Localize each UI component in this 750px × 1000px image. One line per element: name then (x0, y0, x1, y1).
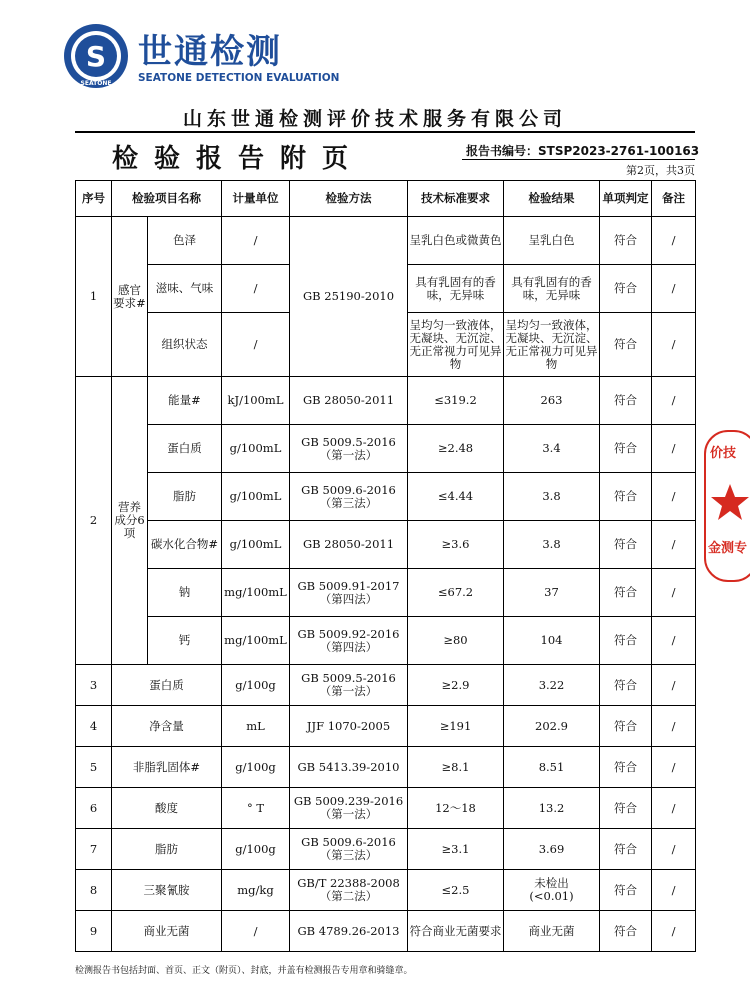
item-unit: / (222, 313, 290, 377)
item-standard: ≤2.5 (408, 870, 504, 911)
item-judgement: 符合 (600, 313, 652, 377)
item-result: 202.9 (504, 706, 600, 747)
item-standard: ≥3.6 (408, 521, 504, 569)
item-method: JJF 1070-2005 (290, 706, 408, 747)
item-standard: 具有乳固有的香味，无异味 (408, 265, 504, 313)
item-note: / (652, 569, 696, 617)
item-result: 3.8 (504, 521, 600, 569)
item-result: 263 (504, 377, 600, 425)
item-name: 钙 (148, 617, 222, 665)
table-row (76, 425, 696, 473)
item-name: 非脂乳固体# (112, 747, 222, 788)
item-unit: g/100mL (222, 425, 290, 473)
item-judgement: 符合 (600, 217, 652, 265)
item-note: / (652, 829, 696, 870)
item-result: 3.4 (504, 425, 600, 473)
company-logo-icon (62, 22, 130, 90)
row-no: 3 (76, 665, 112, 706)
item-name: 蛋白质 (112, 665, 222, 706)
table-row (76, 521, 696, 569)
row-no: 5 (76, 747, 112, 788)
page-title: 检验报告附页 (112, 144, 365, 174)
table-row (76, 911, 696, 952)
item-judgement: 符合 (600, 747, 652, 788)
item-method: GB 5009.6-2016 （第三法） (290, 829, 408, 870)
company-name: 山东世通检测评价技术服务有限公司 (182, 108, 567, 130)
item-unit: mL (222, 706, 290, 747)
table-row (76, 569, 696, 617)
item-result: 未检出 (<0.01) (504, 870, 600, 911)
item-result: 104 (504, 617, 600, 665)
item-method: GB 4789.26-2013 (290, 911, 408, 952)
table-row (76, 829, 696, 870)
item-name: 蛋白质 (148, 425, 222, 473)
item-standard: ≤319.2 (408, 377, 504, 425)
table-header-row (76, 181, 696, 217)
item-note: / (652, 425, 696, 473)
item-judgement: 符合 (600, 870, 652, 911)
item-note: / (652, 747, 696, 788)
item-result: 37 (504, 569, 600, 617)
item-method: GB 5009.239-2016 （第一法） (290, 788, 408, 829)
header-item: 检验项目名称 (112, 181, 222, 217)
header-unit: 计量单位 (222, 181, 290, 217)
item-judgement: 符合 (600, 829, 652, 870)
item-judgement: 符合 (600, 377, 652, 425)
item-result: 3.22 (504, 665, 600, 706)
official-seal-stamp (704, 430, 750, 582)
item-unit: g/100mL (222, 473, 290, 521)
table-row (76, 217, 696, 265)
item-method: GB 28050-2011 (290, 377, 408, 425)
header-divider (75, 131, 695, 133)
item-unit: ° T (222, 788, 290, 829)
item-standard: ≥2.48 (408, 425, 504, 473)
report-number: 报告书编号：STSP2023-2761-100163 (466, 144, 700, 158)
row-no: 4 (76, 706, 112, 747)
item-name: 商业无菌 (112, 911, 222, 952)
group-category: 感官要求# (112, 217, 148, 377)
item-judgement: 符合 (600, 788, 652, 829)
item-standard: ≥80 (408, 617, 504, 665)
item-standard: ≥3.1 (408, 829, 504, 870)
row-no: 2 (76, 377, 112, 665)
item-unit: mg/kg (222, 870, 290, 911)
item-judgement: 符合 (600, 706, 652, 747)
item-method: GB 5009.92-2016 （第四法） (290, 617, 408, 665)
stamp-top-text: 价技 (710, 446, 737, 461)
logo-ring-text: SEATONE (80, 80, 112, 87)
item-result: 呈乳白色 (504, 217, 600, 265)
item-name: 脂肪 (112, 829, 222, 870)
item-judgement: 符合 (600, 265, 652, 313)
item-note: / (652, 617, 696, 665)
item-judgement: 符合 (600, 617, 652, 665)
row-no: 7 (76, 829, 112, 870)
item-unit: kJ/100mL (222, 377, 290, 425)
item-standard: ≤67.2 (408, 569, 504, 617)
item-name: 钠 (148, 569, 222, 617)
item-judgement: 符合 (600, 911, 652, 952)
header-standard: 技术标准要求 (408, 181, 504, 217)
item-standard: 12～18 (408, 788, 504, 829)
item-result: 商业无菌 (504, 911, 600, 952)
row-no: 6 (76, 788, 112, 829)
item-note: / (652, 521, 696, 569)
item-judgement: 符合 (600, 665, 652, 706)
footer-note: 检测报告书包括封面、首页、正文（附页）、封底，并盖有检测报告专用章和骑缝章。 (75, 966, 413, 976)
row-no: 9 (76, 911, 112, 952)
group-category: 营养成分6项 (112, 377, 148, 665)
item-note: / (652, 313, 696, 377)
header-result: 检验结果 (504, 181, 600, 217)
item-note: / (652, 706, 696, 747)
item-method: GB 25190-2010 (290, 217, 408, 377)
table-row (76, 788, 696, 829)
item-judgement: 符合 (600, 521, 652, 569)
item-note: / (652, 911, 696, 952)
item-note: / (652, 473, 696, 521)
header-note: 备注 (652, 181, 696, 217)
item-standard: ≤4.44 (408, 473, 504, 521)
table-row (76, 747, 696, 788)
item-note: / (652, 265, 696, 313)
item-name: 碳水化合物# (148, 521, 222, 569)
item-name: 三聚氰胺 (112, 870, 222, 911)
item-name: 能量# (148, 377, 222, 425)
header-method: 检验方法 (290, 181, 408, 217)
item-method: GB 5009.5-2016 （第一法） (290, 665, 408, 706)
item-name: 色泽 (148, 217, 222, 265)
page-number: 第2页，共3页 (626, 164, 695, 177)
item-note: / (652, 788, 696, 829)
table-row (76, 665, 696, 706)
item-method: GB 5009.6-2016 （第三法） (290, 473, 408, 521)
item-result: 具有乳固有的香味，无异味 (504, 265, 600, 313)
item-result: 3.8 (504, 473, 600, 521)
row-no: 8 (76, 870, 112, 911)
item-standard: ≥2.9 (408, 665, 504, 706)
brand-name-en: SEATONE DETECTION EVALUATION (138, 72, 340, 84)
item-standard: ≥8.1 (408, 747, 504, 788)
row-no: 1 (76, 217, 112, 377)
item-standard: 呈乳白色或微黄色 (408, 217, 504, 265)
item-name: 脂肪 (148, 473, 222, 521)
item-unit: g/100g (222, 747, 290, 788)
brand-name-cn: 世通检测 (138, 32, 282, 72)
item-method: GB 5009.91-2017 （第四法） (290, 569, 408, 617)
item-name: 滋味、气味 (148, 265, 222, 313)
item-unit: mg/100mL (222, 569, 290, 617)
item-name: 组织状态 (148, 313, 222, 377)
item-judgement: 符合 (600, 473, 652, 521)
item-standard: ≥191 (408, 706, 504, 747)
header-judgement: 单项判定 (600, 181, 652, 217)
item-note: / (652, 665, 696, 706)
logo-letter: S (85, 40, 107, 73)
item-method: GB 28050-2011 (290, 521, 408, 569)
item-method: GB 5413.39-2010 (290, 747, 408, 788)
item-note: / (652, 377, 696, 425)
item-judgement: 符合 (600, 425, 652, 473)
item-note: / (652, 217, 696, 265)
star-icon (710, 482, 750, 522)
item-unit: / (222, 911, 290, 952)
item-unit: g/100g (222, 829, 290, 870)
item-result: 8.51 (504, 747, 600, 788)
item-standard: 符合商业无菌要求 (408, 911, 504, 952)
header-no: 序号 (76, 181, 112, 217)
table-row (76, 706, 696, 747)
item-unit: g/100mL (222, 521, 290, 569)
item-method: GB/T 22388-2008 （第二法） (290, 870, 408, 911)
table-row (76, 617, 696, 665)
item-name: 酸度 (112, 788, 222, 829)
item-unit: mg/100mL (222, 617, 290, 665)
item-result: 3.69 (504, 829, 600, 870)
item-standard: 呈均匀一致液体，无凝块、无沉淀、无正常视力可见异物 (408, 313, 504, 377)
item-unit: / (222, 265, 290, 313)
item-result: 呈均匀一致液体，无凝块、无沉淀、无正常视力可见异物 (504, 313, 600, 377)
stamp-bottom-text: 金测专 (708, 541, 748, 556)
table-row (76, 473, 696, 521)
item-name: 净含量 (112, 706, 222, 747)
item-method: GB 5009.5-2016 （第一法） (290, 425, 408, 473)
report-number-underline (462, 159, 695, 160)
item-note: / (652, 870, 696, 911)
item-unit: / (222, 217, 290, 265)
item-unit: g/100g (222, 665, 290, 706)
table-row (76, 870, 696, 911)
item-result: 13.2 (504, 788, 600, 829)
item-judgement: 符合 (600, 569, 652, 617)
table-row (76, 377, 696, 425)
inspection-results-table (75, 180, 696, 952)
